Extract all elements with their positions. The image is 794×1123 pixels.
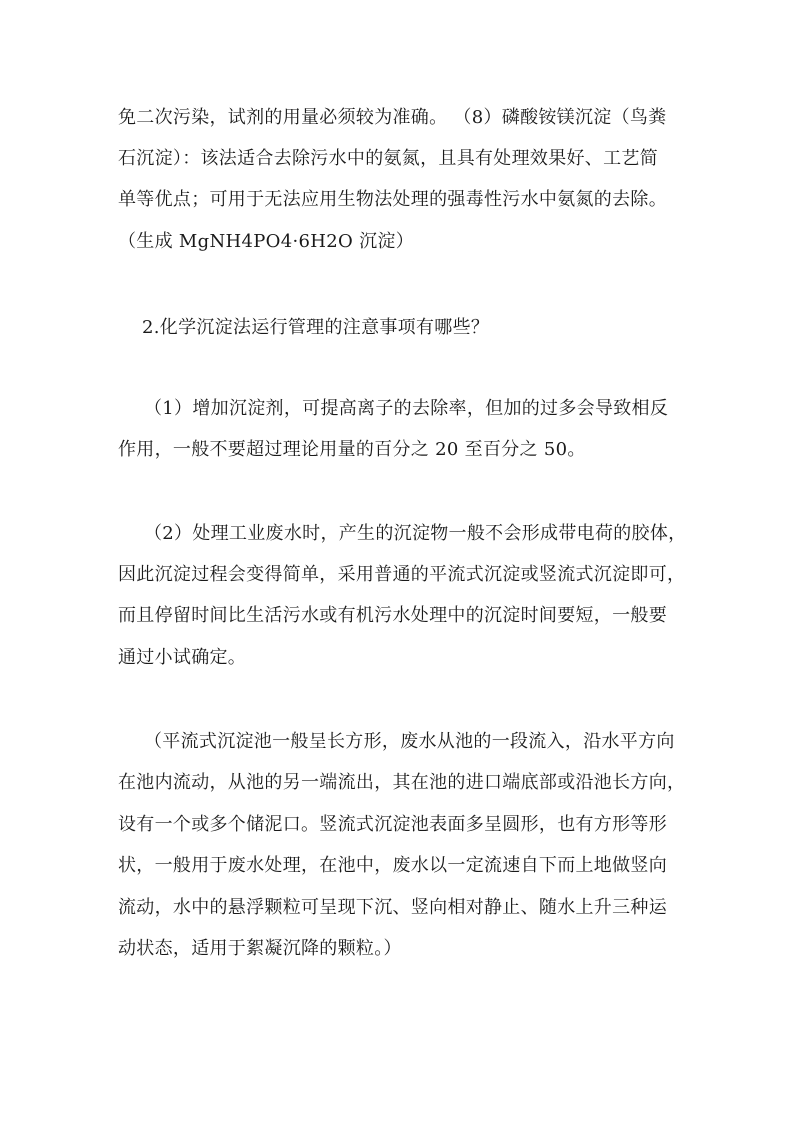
text-line: 单等优点；可用于无法应用生物法处理的强毒性污水中氨氮的去除。 (118, 189, 667, 210)
text-line: （平流式沉淀池一般呈长方形，废水从池的一段流入，沿水平方向 (144, 731, 675, 752)
text-line: 因此沉淀过程会变得简单，采用普通的平流式沉淀或竖流式沉淀即可， (118, 564, 686, 585)
text-line: 状，一般用于废水处理，在池中，废水以一定流速自下而上地做竖向 (118, 855, 667, 876)
text-line: （2）处理工业废水时，产生的沉淀物一般不会形成带电荷的胶体， (144, 523, 687, 544)
text-line: 免二次污染，试剂的用量必须较为准确。 （8）磷酸铵镁沉淀（鸟粪 (118, 107, 667, 128)
text-line: 在池内流动，从池的另一端流出，其在池的进口端底部或沿池长方向， (118, 772, 686, 793)
text-line: 石沉淀）：该法适合去除污水中的氨氮，且具有处理效果好、工艺简 (118, 148, 658, 169)
text-line: （生成 MgNH4PO4·6H2O 沉淀） (118, 231, 414, 252)
text-line: （1）增加沉淀剂，可提高离子的去除率，但加的过多会导致相反 (144, 398, 669, 419)
text-line: 通过小试确定。 (118, 647, 247, 668)
text-line: 流动，水中的悬浮颗粒可呈现下沉、竖向相对静止、随水上升三种运 (118, 897, 667, 918)
text-line: 设有一个或多个储泥口。竖流式沉淀池表面多呈圆形，也有方形等形 (118, 814, 667, 835)
text-line: 动状态，适用于絮凝沉降的颗粒。） (118, 938, 402, 959)
text-line: 作用，一般不要超过理论用量的百分之 20 至百分之 50。 (118, 439, 586, 460)
text-line: 而且停留时间比生活污水或有机污水处理中的沉淀时间要短，一般要 (118, 605, 667, 626)
question-heading: 2.化学沉淀法运行管理的注意事项有哪些？ (142, 317, 490, 338)
